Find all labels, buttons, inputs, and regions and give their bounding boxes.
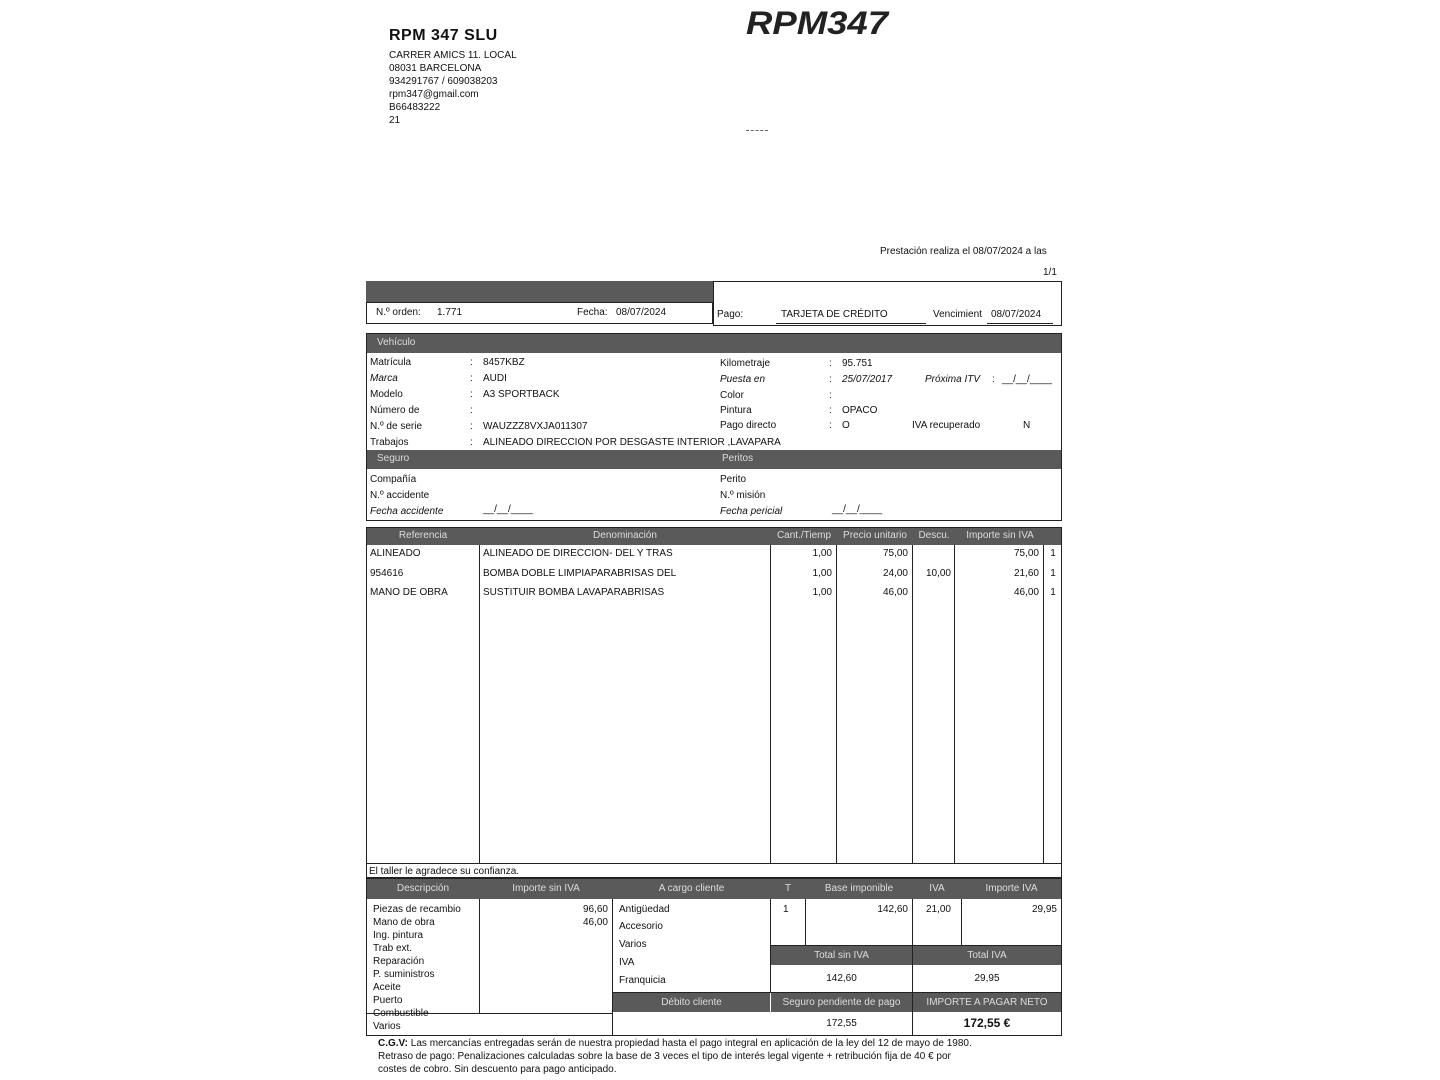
- sum-col-iva: IVA: [929, 883, 945, 894]
- pago-value: TARJETA DE CRÉDITO: [781, 309, 888, 320]
- lines-table: [366, 527, 1062, 878]
- matricula-label: Matrícula: [370, 357, 412, 368]
- fecha-accidente-label: Fecha accidente: [370, 506, 444, 517]
- cgv-line2: Retraso de pago: Penalizaciones calculadas sobre la base de 3 veces el tipo de interés legal vigente + retribución fija de 40 € por: [378, 1051, 951, 1062]
- sum-col-cargo: A cargo cliente: [658, 883, 725, 894]
- modelo-value: A3 SPORTBACK: [483, 389, 560, 400]
- company-email: rpm347@gmail.com: [389, 89, 479, 100]
- tax-t: 1: [783, 904, 789, 915]
- desc-item: Reparación: [373, 956, 425, 967]
- desc-item: Piezas de recambio: [373, 904, 461, 915]
- prestacion-text: Prestación realiza el 08/07/2024 a las: [880, 246, 1047, 257]
- perito-label: Perito: [720, 474, 747, 485]
- company-city: 08031 BARCELONA: [389, 63, 482, 74]
- row-cant: 1,00: [812, 568, 832, 579]
- tax-iva: 21,00: [925, 904, 951, 915]
- vehicle-title: Vehículo: [367, 334, 1061, 353]
- puesta-value: 25/07/2017: [842, 374, 893, 385]
- col-importe: Importe sin IVA: [966, 530, 1034, 541]
- company-phones: 934291767 / 609038203: [389, 76, 498, 87]
- iva-recuperado-label: IVA recuperado: [912, 420, 981, 431]
- modelo-label: Modelo: [370, 389, 403, 400]
- trabajos-value: ALINEADO DIRECCION POR DESGASTE INTERIOR ,LAVAPARA: [483, 437, 781, 448]
- total-sin-iva-label: Total sin IVA: [771, 946, 912, 965]
- mision-label: N.º misión: [720, 490, 766, 501]
- page-number: 1/1: [1043, 267, 1057, 278]
- company-code: 21: [389, 115, 401, 126]
- desc-item: Puerto: [373, 995, 403, 1006]
- cargo-antiguedad: Antigüedad: [619, 904, 670, 915]
- row-precio: 46,00: [882, 587, 908, 598]
- row-dto: 10,00: [925, 568, 951, 579]
- row-desc: ALINEADO DE DIRECCION- DEL Y TRAS: [483, 548, 673, 559]
- fecha-pericial-value: __/__/____: [832, 504, 883, 515]
- tax-importe: 29,95: [1031, 904, 1057, 915]
- row-ref: MANO DE OBRA: [370, 587, 448, 598]
- company-logo: [746, 4, 891, 40]
- row-x: 1: [1050, 587, 1056, 598]
- col-cantidad: Cant./Tiemp: [776, 530, 832, 541]
- seguro-pendiente-value: 172,55: [826, 1018, 857, 1029]
- col-precio: Precio unitario: [843, 530, 907, 541]
- mano-importe: 46,00: [582, 917, 608, 928]
- seguro-pendiente-label: Seguro pendiente de pago: [771, 993, 912, 1012]
- vencimiento-value: 08/07/2024: [991, 309, 1042, 320]
- orden-label: N.º orden:: [376, 307, 421, 318]
- row-desc: BOMBA DOBLE LIMPIAPARABRISAS DEL: [483, 568, 677, 579]
- row-cant: 1,00: [812, 548, 832, 559]
- matricula-value: 8457KBZ: [483, 357, 525, 368]
- row-importe: 21,60: [1013, 568, 1039, 579]
- cgv-terms: [378, 1037, 1068, 1075]
- fecha-value: 08/07/2024: [616, 307, 667, 318]
- separator-dash: [746, 130, 768, 131]
- company-name: RPM 347 SLU: [389, 27, 498, 44]
- pago-directo-value: O: [842, 420, 850, 431]
- row-cant: 1,00: [812, 587, 832, 598]
- row-importe: 75,00: [1013, 548, 1039, 559]
- marca-label: Marca: [370, 373, 398, 384]
- pago-directo-label: Pago directo: [720, 420, 777, 431]
- desc-item: Mano de obra: [373, 917, 435, 928]
- col-descuento: Descu.: [918, 530, 950, 541]
- cgv-label: C.G.V:: [378, 1038, 409, 1049]
- itv-value: __/__/____: [1002, 374, 1053, 385]
- company-tax-id: B66483222: [389, 102, 441, 113]
- km-label: Kilometraje: [720, 358, 771, 369]
- debito-label: Débito cliente: [613, 993, 770, 1012]
- pago-underline: [776, 323, 926, 324]
- desc-item: Trab ext.: [373, 943, 413, 954]
- sum-col-importe: Importe sin IVA: [512, 883, 580, 894]
- fecha-accidente-value: __/__/____: [483, 504, 534, 515]
- seguro-title: Seguro: [367, 450, 714, 469]
- row-precio: 75,00: [882, 548, 908, 559]
- accidente-label: N.º accidente: [370, 490, 430, 501]
- serie-label: N.º de serie: [370, 421, 423, 432]
- neto-value: 172,55 €: [963, 1016, 1011, 1030]
- sum-col-base: Base imponible: [824, 883, 894, 894]
- cargo-franquicia: Franquicia: [619, 975, 666, 986]
- cargo-accesorio: Accesorio: [619, 921, 663, 932]
- total-iva-label: Total IVA: [913, 946, 1061, 965]
- col-referencia: Referencia: [398, 530, 448, 541]
- sum-col-descripcion: Descripción: [396, 883, 450, 894]
- trabajos-label: Trabajos: [370, 437, 409, 448]
- neto-label: IMPORTE A PAGAR NETO: [913, 993, 1061, 1012]
- pintura-label: Pintura: [720, 405, 752, 416]
- col-denominacion: Denominación: [593, 530, 657, 541]
- row-x: 1: [1050, 548, 1056, 559]
- iva-recuperado-value: N: [1023, 420, 1031, 431]
- peritos-title: Peritos: [714, 450, 1061, 469]
- invoice-title-bar: [366, 281, 713, 302]
- km-value: 95.751: [842, 358, 873, 369]
- marca-value: AUDI: [483, 373, 507, 384]
- piezas-importe: 96,60: [582, 904, 608, 915]
- orden-value: 1.771: [437, 307, 463, 318]
- vencimiento-label: Vencimient: [933, 309, 982, 320]
- desc-item: Varios: [373, 1021, 401, 1032]
- fecha-label: Fecha:: [577, 307, 608, 318]
- vencimiento-underline: [987, 323, 1053, 324]
- cargo-varios: Varios: [619, 939, 647, 950]
- sum-col-t: T: [784, 883, 792, 894]
- row-ref: 954616: [370, 568, 404, 579]
- sum-col-importe-iva: Importe IVA: [985, 883, 1038, 894]
- desc-item: P. suministros: [373, 969, 435, 980]
- color-label: Color: [720, 390, 744, 401]
- total-iva-value: 29,95: [974, 973, 1000, 984]
- desc-item: Aceite: [373, 982, 401, 993]
- numero-label: Número de: [370, 405, 420, 416]
- desc-item: Ing. pintura: [373, 930, 424, 941]
- logo-text: RPM347: [746, 5, 891, 41]
- row-precio: 24,00: [882, 568, 908, 579]
- puesta-label: Puesta en: [720, 374, 766, 385]
- row-importe: 46,00: [1013, 587, 1039, 598]
- thanks-text: El taller le agradece su confianza.: [369, 866, 520, 877]
- pago-label: Pago:: [717, 309, 744, 320]
- itv-label: Próxima ITV: [925, 374, 981, 385]
- fecha-pericial-label: Fecha pericial: [720, 506, 783, 517]
- serie-value: WAUZZZ8VXJA011307: [483, 421, 588, 432]
- total-sin-iva-value: 142,60: [826, 973, 857, 984]
- cgv-line3: costes de cobro. Sin descuento para pago anticipado.: [378, 1064, 617, 1075]
- tax-base: 142,60: [877, 904, 908, 915]
- cgv-line1: Las mercancías entregadas serán de nuestra propiedad hasta el pago integral en aplicación de la ley del 12 de mayo de 1980.: [410, 1038, 972, 1049]
- compania-label: Compañía: [370, 474, 417, 485]
- company-address: CARRER AMICS 11. LOCAL: [389, 50, 517, 61]
- row-desc: SUSTITUIR BOMBA LAVAPARABRISAS: [483, 587, 665, 598]
- pintura-value: OPACO: [842, 405, 878, 416]
- row-ref: ALINEADO: [370, 548, 421, 559]
- row-x: 1: [1050, 568, 1056, 579]
- cargo-iva: IVA: [619, 957, 635, 968]
